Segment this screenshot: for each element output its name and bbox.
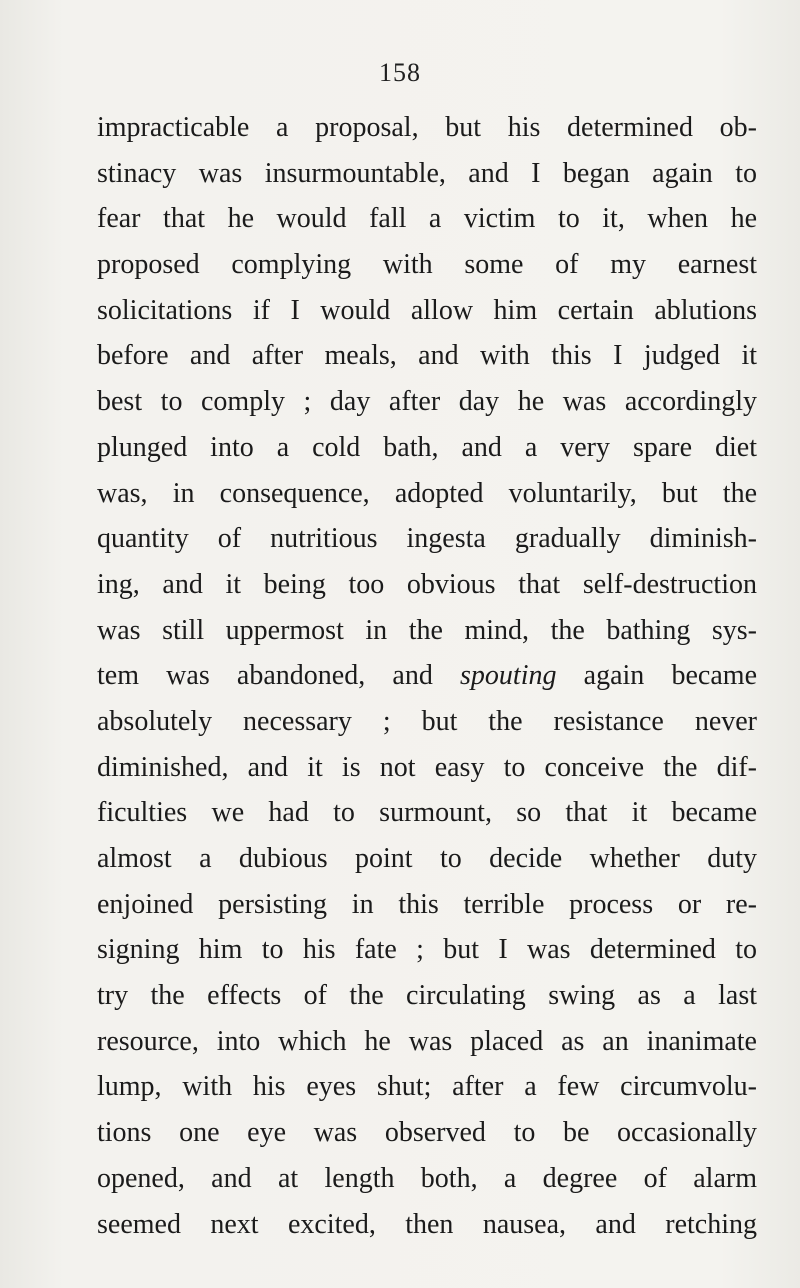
text-line: fear that he would fall a victim to it, when he xyxy=(97,203,757,235)
text-line: absolutely necessary ; but the resistance never xyxy=(97,705,757,737)
text-line: was still uppermost in the mind, the bathing sys- xyxy=(97,614,757,646)
text-line: plunged into a cold bath, and a very spare diet xyxy=(97,431,757,463)
text-line: ing, and it being too obvious that self-destruction xyxy=(97,568,757,600)
text-line: resource, into which he was placed as an inanimate xyxy=(97,1025,757,1057)
text-line: almost a dubious point to decide whether duty xyxy=(97,843,757,874)
text-line: impracticable a proposal, but his determined ob- xyxy=(97,112,757,143)
page-number: 158 xyxy=(379,58,421,87)
body-text xyxy=(97,105,757,1247)
text-line: solicitations if I would allow him certain ablutions xyxy=(97,294,757,326)
text-segment: tem was abandoned, and xyxy=(97,660,461,692)
text-line-italic xyxy=(97,653,757,699)
text-line: quantity of nutritious ingesta gradually diminish- xyxy=(97,523,757,555)
text-line: try the effects of the circulating swing as a last xyxy=(97,980,757,1012)
text-line: seemed next excited, then nausea, and retching xyxy=(97,1208,757,1240)
text-line: before and after meals, and with this I judged it xyxy=(97,340,757,372)
text-line: opened, and at length both, a degree of alarm xyxy=(97,1162,757,1194)
text-line: lump, with his eyes shut; after a few circumvolu- xyxy=(97,1071,757,1103)
text-line: tions one eye was observed to be occasionally xyxy=(97,1117,757,1149)
text-line: best to comply ; day after day he was accordingly xyxy=(97,386,757,418)
italic-word: spouting xyxy=(460,660,557,692)
text-line: enjoined persisting in this terrible process or re- xyxy=(97,888,757,920)
text-line: signing him to his fate ; but I was determined to xyxy=(97,934,757,966)
text-line: stinacy was insurmountable, and I began again to xyxy=(97,157,757,189)
text-line: ficulties we had to surmount, so that it became xyxy=(97,797,757,829)
text-line: diminished, and it is not easy to conceive the dif- xyxy=(97,751,757,783)
text-line: was, in consequence, adopted voluntarily, but the xyxy=(97,477,757,509)
text-segment: again became xyxy=(556,660,757,692)
text-line: proposed complying with some of my earnest xyxy=(97,249,757,281)
